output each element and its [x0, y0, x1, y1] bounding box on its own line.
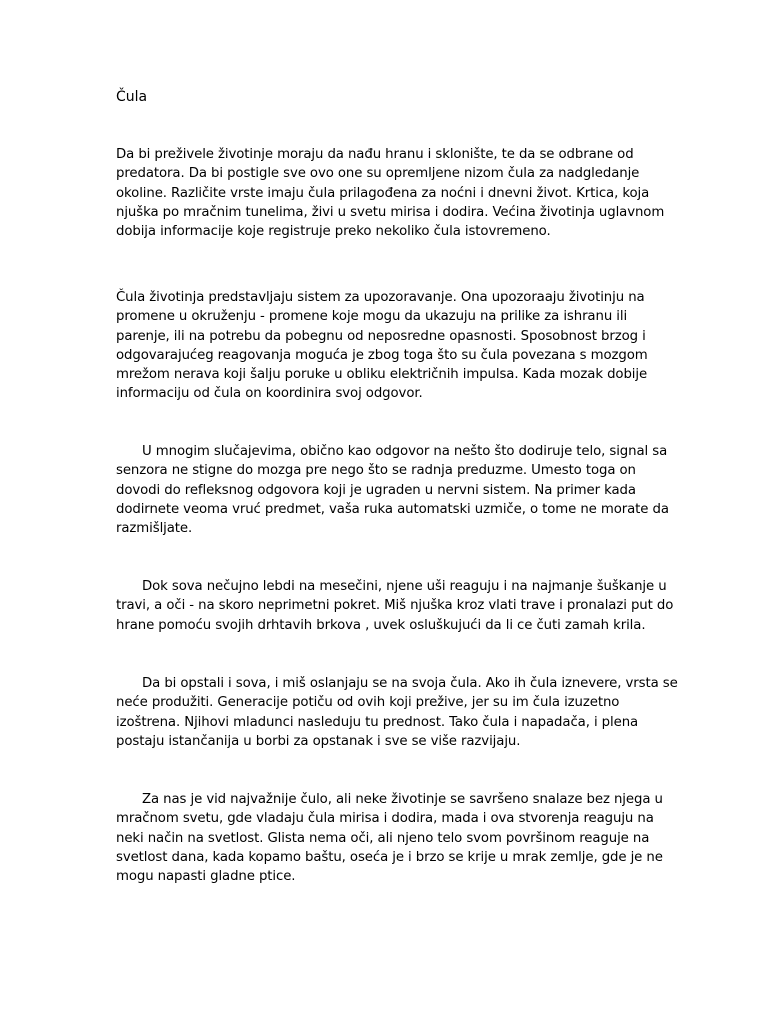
text-line-content: U mnogim slučajevima, obično kao odgovor na nešto što dodiruje telo, signal sa — [142, 444, 668, 459]
paragraph — [116, 790, 663, 886]
text-line: promene u okruženju - promene koje mogu da ukazuju na prilike za ishranu ili — [116, 309, 628, 325]
text-line: informaciju od čula on koordinira svoj odgovor. — [116, 386, 423, 402]
text-line: Da bi preživele životinje moraju da nađu hranu i sklonište, te da se odbrane od — [116, 147, 634, 162]
text-line: neki način na svetlost. Glista nema oči, ali njeno telo svom površinom reaguje na — [116, 830, 650, 846]
text-line-indented — [116, 674, 678, 693]
text-line: parenje, ili na potrebu da pobegnu od neposredne opasnosti. Sposobnost brzog i — [116, 328, 646, 344]
text-line-content: Dok sova nečujno lebdi na mesečini, njene uši reaguju i na najmanje šuškanje u — [142, 579, 667, 594]
text-line: svetlost dana, kada kopamo baštu, oseća je i brzo se krije u mrak zemlje, gde je ne — [116, 849, 663, 865]
text-line-content: Da bi opstali i sova, i miš oslanjaju se na svoja čula. Ako ih čula iznevere, vrsta se — [142, 676, 678, 691]
text-line: razmišljate. — [116, 521, 193, 537]
text-line: njuška po mračnim tunelima, živi u svetu mirisa i dodira. Većina životinja uglavnom — [116, 204, 665, 220]
text-line: dovodi do refleksnog odgovora koji je ugraden u nervni sistem. Na primer kada — [116, 482, 636, 498]
text-line: travi, a oči - na skoro neprimetni pokret. Miš njuška kroz vlati trave i pronalazi put do — [116, 598, 674, 614]
text-line: mogu napasti gladne ptice. — [116, 869, 296, 885]
paragraph — [116, 442, 669, 538]
paragraph — [116, 145, 665, 241]
text-line-indented — [116, 442, 668, 461]
paragraph — [116, 577, 674, 635]
text-line-indented — [116, 577, 667, 596]
text-line: dobija informacije koje registruje preko nekoliko čula istovremeno. — [116, 224, 551, 240]
paragraph — [116, 674, 678, 751]
text-line: mračnom svetu, gde vladaju čula mirisa i dodira, mada i ova stvorenja reaguju na — [116, 811, 654, 827]
text-line: Čula životinja predstavljaju sistem za upozoravanje. Ona upozoraaju životinju na — [116, 290, 645, 305]
text-line: hrane pomoću svojih drhtavih brkova , uvek osluškujući da li ce čuti zamah krila. — [116, 617, 646, 633]
text-line: mrežom nerava koji šalju poruke u obliku električnih impulsa. Kada mozak dobije — [116, 367, 648, 383]
text-line-indented — [116, 790, 663, 809]
text-line: predatora. Da bi postigle sve ovo one su opremljene nizom čula za nadgledanje — [116, 166, 640, 182]
paragraph — [116, 288, 656, 404]
text-line: neće produžiti. Generacije potiču od ovih koji prežive, jer su im čula izuzetno — [116, 695, 620, 711]
text-line: senzora ne stigne do mozga pre nego što se radnja preduzme. Umesto toga on — [116, 463, 636, 479]
text-line: dodirnete veoma vruć predmet, vaša ruka automatski uzmiče, o tome ne morate da — [116, 501, 669, 517]
text-line: okoline. Različite vrste imaju čula prilagođena za noćni i dnevni život. Krtica, koja — [116, 185, 650, 201]
text-line: izoštrena. Njihovi mladunci nasleduju tu prednost. Tako čula i napadača, i plena — [116, 714, 639, 730]
text-line-content: Za nas je vid najvažnije čulo, ali neke životinje se savršeno snalaze bez njega u — [142, 792, 663, 807]
text-line: postaju istančanija u borbi za opstanak i sve se više razvijaju. — [116, 733, 521, 749]
document-title: Čula — [116, 89, 148, 105]
text-line: odgovarajućeg reagovanja moguća je zbog toga što su čula povezana s mozgom — [116, 347, 648, 363]
